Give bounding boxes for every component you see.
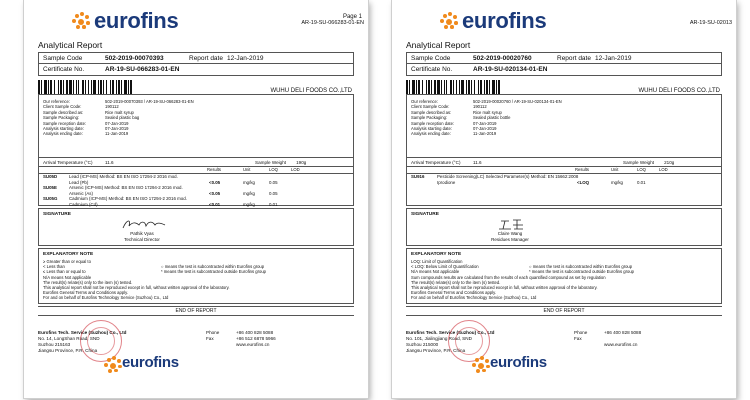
note-line: Eurofins General Terms and Conditions apply.: [411, 290, 497, 296]
footer-address-line: Suzhou 215000: [406, 342, 439, 347]
eurofins-logo-mark-icon: [104, 356, 118, 370]
signature-box: [38, 208, 354, 246]
sample-code-label: Sample Code: [411, 54, 451, 62]
eurofins-logo-text: eurofins: [462, 8, 547, 33]
client-company: WUHU DELI FOODS CO.,LTD: [638, 88, 720, 94]
sample-code-box: [406, 52, 722, 76]
sample-code-box: [38, 52, 354, 76]
result-code: SU916: [411, 174, 425, 179]
footer-contact: [206, 330, 276, 348]
certificate-value: AR-19-SU-066283-01-EN: [105, 65, 180, 73]
note-line: Eurofins General Terms and Conditions apply.: [43, 290, 129, 296]
result-unit: mg/kg: [243, 179, 255, 185]
sample-info-value: 502-2019-00020760 / AR-19-SU-020134-01-EN: [473, 99, 562, 104]
signer-role: Residues Manager: [491, 237, 529, 242]
sample-info-value: 07-Jan-2019: [105, 120, 129, 126]
certificate-row: [411, 64, 717, 74]
note-left: LOQ: Limit of Quantification: [411, 259, 463, 264]
sample-weight-label: Sample Weight: [623, 159, 655, 165]
note-line: This analytical report shall not be reproduced except in full, without written approval of the laboratory.: [411, 285, 598, 291]
note-line: For and on behalf of Eurofins Technology Service (Suzhou) Co., Ltd: [411, 295, 537, 301]
results-header-loq: LOQ: [637, 167, 646, 172]
note-line: Sum compounds results are calculated from the results of each quantified compound as set by regulation: [411, 274, 606, 280]
sample-info-key: Analysis starting date:: [411, 125, 452, 131]
explanatory-note-box: [38, 248, 354, 304]
footer-contact-key: Fax: [206, 336, 214, 341]
sample-info-value: 11-Jan-2019: [473, 131, 497, 137]
result-value-row: [407, 180, 721, 186]
sample-details-box: [38, 94, 354, 206]
report-date-value: 12-Jan-2019: [226, 54, 264, 62]
sample-details-box: [406, 94, 722, 206]
result-code: SU05G: [43, 196, 58, 201]
analytical-report-page-2: [392, 0, 736, 398]
sample-info-value: 07-Jan-2019: [473, 120, 497, 126]
signer-role: Technical Director: [124, 237, 160, 242]
eurofins-logo-text: eurofins: [94, 8, 179, 33]
sample-info-value: 07-Jan-2019: [473, 125, 497, 131]
sample-info-value: Rice malt syrup: [473, 109, 502, 115]
results-header-loq: LOQ: [269, 167, 278, 172]
analytical-report-page-1: [24, 0, 368, 398]
report-date-label: Report date: [557, 54, 591, 62]
sample-info-key: Our reference:: [411, 99, 438, 104]
signer-name: Pathik Vyas: [130, 231, 154, 236]
note-line: This analytical report shall not be reproduced except in full, without written approval of the laboratory.: [43, 285, 230, 291]
result-method: Cadmium (ICP-MS) Method: BS EN ISO 17294-2 2016 mod.: [69, 196, 187, 201]
footer-contact-value: +86 400 828 5088: [236, 330, 274, 335]
sample-info-list: [43, 99, 349, 137]
page-number: Page 1: [342, 14, 362, 20]
explanatory-note-title: EXPLANATORY NOTE: [43, 252, 94, 257]
sample-info-value: Sealed plastic bottle: [473, 115, 511, 121]
eurofins-logo-text: eurofins: [122, 354, 179, 371]
result-value-row: [39, 202, 353, 208]
sample-info-value: Rice malt syrup: [105, 109, 134, 115]
note-left: < Less than: [43, 264, 65, 270]
result-method: Arsenic (ICP-MS) Method: BS EN ISO 17294-2 2016 mod.: [69, 185, 183, 190]
result-loq: 0.01: [637, 179, 646, 185]
signature-label: SIGNATURE: [43, 212, 71, 217]
client-company: WUHU DELI FOODS CO.,LTD: [270, 88, 352, 94]
sample-info-key: Analysis ending date:: [411, 131, 451, 137]
sample-weight-label: Sample Weight: [255, 159, 287, 165]
arrival-temperature-value: 11.6: [473, 159, 482, 165]
results-header-unit: Unit: [243, 167, 251, 172]
result-analyte: Arsenic (As): [69, 190, 93, 196]
result-value: <LOQ: [577, 179, 590, 185]
certificate-label: Certificate No.: [411, 65, 453, 73]
report-date-label: Report date: [189, 54, 223, 62]
result-value: <0.01: [209, 201, 221, 207]
arrival-temperature-value: 11.6: [105, 159, 114, 165]
note-left: N/A means Not applicable: [411, 269, 460, 275]
note-line: For and on behalf of Eurofins Technology Service (Suzhou) Co., Ltd: [43, 295, 169, 301]
sample-info-value: 502-2019-00070393 / AR-19-SU-066283-01-EN: [105, 99, 194, 104]
footer-contact-key: Fax: [574, 336, 582, 341]
note-right: ○ means the test is subcontracted within Eurofins group: [529, 264, 633, 270]
footer-address-line: No. 101, Jialingjiang Road, SND: [406, 336, 472, 341]
result-unit: mg/kg: [611, 179, 623, 185]
results-header-results: Results: [575, 167, 589, 172]
result-analyte: Lead (Pb): [69, 179, 89, 185]
footer-contact-key: Phone: [574, 330, 588, 335]
sample-info-key: Client Sample Code:: [43, 104, 82, 110]
sample-info-key: Sample Packaging:: [411, 115, 448, 121]
sample-info-key: Sample reception date:: [43, 120, 87, 126]
footer-contact-value: www.eurofins.cn: [604, 342, 638, 347]
header-logo: [72, 8, 178, 34]
footer-contact-key: [206, 342, 236, 348]
arrival-temperature-label: Arrival Temperature (°C): [43, 159, 93, 165]
eurofins-logo-mark-icon: [72, 12, 90, 30]
footer-contact-row: [574, 342, 641, 348]
sample-info-key: Sample Packaging:: [43, 115, 80, 121]
result-method: Lead (ICP-MS) Method: BS EN ISO 17294-2 2016 mod.: [69, 174, 178, 179]
explanatory-note-list: [43, 259, 349, 301]
footer-contact-value: +86 400 828 5088: [604, 330, 642, 335]
sample-info-value: Sealed plastic bag: [105, 115, 140, 121]
signature-label: SIGNATURE: [411, 212, 439, 217]
note-right: * means the test is subcontracted outside Eurofins group: [161, 269, 266, 275]
barcode-icon: [38, 80, 134, 94]
report-reference-top: AR-19-SU-02013: [689, 20, 732, 26]
sample-weight-value: 190g: [296, 159, 307, 165]
end-of-report: END OF REPORT: [38, 306, 354, 316]
note-line: The result(s) relate(s) only to the item (s) tested.: [43, 279, 133, 285]
result-value: <0.05: [209, 190, 221, 196]
result-unit: mg/kg: [243, 201, 255, 207]
sample-info-list: [411, 99, 717, 137]
handwritten-signature-icon: [119, 217, 169, 231]
note-left: ≥ Greater than or equal to: [43, 259, 91, 264]
page-title: Analytical Report: [38, 40, 103, 50]
footer-contact-value: www.eurofins.cn: [236, 342, 270, 347]
sample-info-value: 11-Jan-2019: [105, 131, 129, 137]
signer-name: Claire Wang: [497, 231, 523, 236]
certificate-row: [43, 64, 349, 74]
eurofins-logo-mark-icon: [440, 12, 458, 30]
result-analyte: Cadmium (Cd): [69, 201, 98, 207]
explanatory-note-box: [406, 248, 722, 304]
arrival-temperature-label: Arrival Temperature (°C): [411, 159, 461, 165]
footer-company-name: Eurofins Tech. Service (Suzhou) Co., Ltd: [38, 330, 127, 335]
sample-info-value: 190112: [473, 104, 487, 110]
sample-code-value: 502-2019-00020760: [473, 54, 532, 62]
certificate-label: Certificate No.: [43, 65, 85, 73]
signature-box: [406, 208, 722, 246]
footer-contact-row: [206, 342, 276, 348]
footer-contact-value: +86 512 6878 5966: [236, 336, 276, 341]
explanatory-note-list: [411, 259, 717, 301]
sample-info-value: 190112: [105, 104, 119, 110]
report-reference-top: AR-19-SU-066283-01-EN: [301, 20, 364, 26]
sample-code-row: [411, 53, 717, 63]
footer-address-line: Jiangsu Province, P.R. China: [38, 348, 98, 353]
results-table: [39, 173, 353, 207]
result-code: SU05D: [43, 174, 58, 179]
footer-logo: [472, 354, 547, 371]
footer-company-name: Eurofins Tech. Service (Suzhou) Co., Ltd: [406, 330, 495, 335]
sample-info-key: Sample described as:: [43, 109, 84, 115]
footer-contact-key: [574, 342, 604, 348]
arrival-temperature-row: [39, 157, 353, 167]
sample-info-key: Analysis ending date:: [43, 131, 83, 137]
end-of-report: END OF REPORT: [406, 306, 722, 316]
footer-contact-key: Phone: [206, 330, 220, 335]
footer-logo: [104, 354, 179, 371]
sample-info-row: [411, 131, 717, 136]
note-right: * means the test is subcontracted outside Eurofins group: [529, 269, 634, 275]
sample-info-key: Analysis starting date:: [43, 125, 84, 131]
footer-contact: [574, 330, 641, 348]
sample-weight-value: 210g: [664, 159, 675, 165]
sample-info-key: Sample reception date:: [411, 120, 455, 126]
handwritten-signature-icon: [487, 217, 537, 231]
result-method: Pesticide Screening(LC) Selected Parameter(s) Method: EN 15662:2008: [437, 174, 579, 179]
sample-info-key: Sample described as:: [411, 109, 452, 115]
sample-code-value: 502-2019-00070393: [105, 54, 164, 62]
eurofins-logo-mark-icon: [472, 356, 486, 370]
results-header-results: Results: [207, 167, 221, 172]
note-line: N/A means Not applicable: [43, 274, 92, 280]
footer-address-line: Jiangsu Province, P.R. China: [406, 348, 466, 353]
sample-info-row: [43, 131, 349, 136]
result-loq: 0.01: [269, 201, 278, 207]
results-header-lod: LOD: [659, 167, 668, 172]
result-analyte: Iprodione: [437, 179, 456, 185]
note-line: The result(s) relate(s) only to the item (s) tested.: [411, 279, 501, 285]
report-date-value: 12-Jan-2019: [594, 54, 632, 62]
result-value: <0.05: [209, 179, 221, 185]
sample-code-label: Sample Code: [43, 54, 83, 62]
results-table: [407, 173, 721, 185]
result-loq: 0.05: [269, 190, 278, 196]
page-title: Analytical Report: [406, 40, 471, 50]
eurofins-logo-text: eurofins: [490, 354, 547, 371]
result-code: SU05E: [43, 185, 57, 190]
note-left: ≤ Less than or equal to: [43, 269, 86, 275]
sample-info-value: 07-Jan-2019: [105, 125, 129, 131]
result-unit: mg/kg: [243, 190, 255, 196]
sample-info-key: Our reference:: [43, 99, 70, 104]
results-header-lod: LOD: [291, 167, 300, 172]
note-left: < LOQ: Below Limit of Quantification: [411, 264, 479, 270]
result-loq: 0.05: [269, 179, 278, 185]
sample-code-row: [43, 53, 349, 63]
results-header-unit: Unit: [611, 167, 619, 172]
sample-info-key: Client Sample Code:: [411, 104, 450, 110]
footer-address-line: No. 14, LongShan Road, SND: [38, 336, 100, 341]
explanatory-note-title: EXPLANATORY NOTE: [411, 252, 462, 257]
header-logo: [440, 8, 546, 34]
note-right: ○ means the test is subcontracted within Eurofins group: [161, 264, 265, 270]
arrival-temperature-row: [407, 157, 721, 167]
barcode-icon: [406, 80, 502, 94]
footer-address-line: Suzhou 215163: [38, 342, 71, 347]
certificate-value: AR-19-SU-020134-01-EN: [473, 65, 548, 73]
